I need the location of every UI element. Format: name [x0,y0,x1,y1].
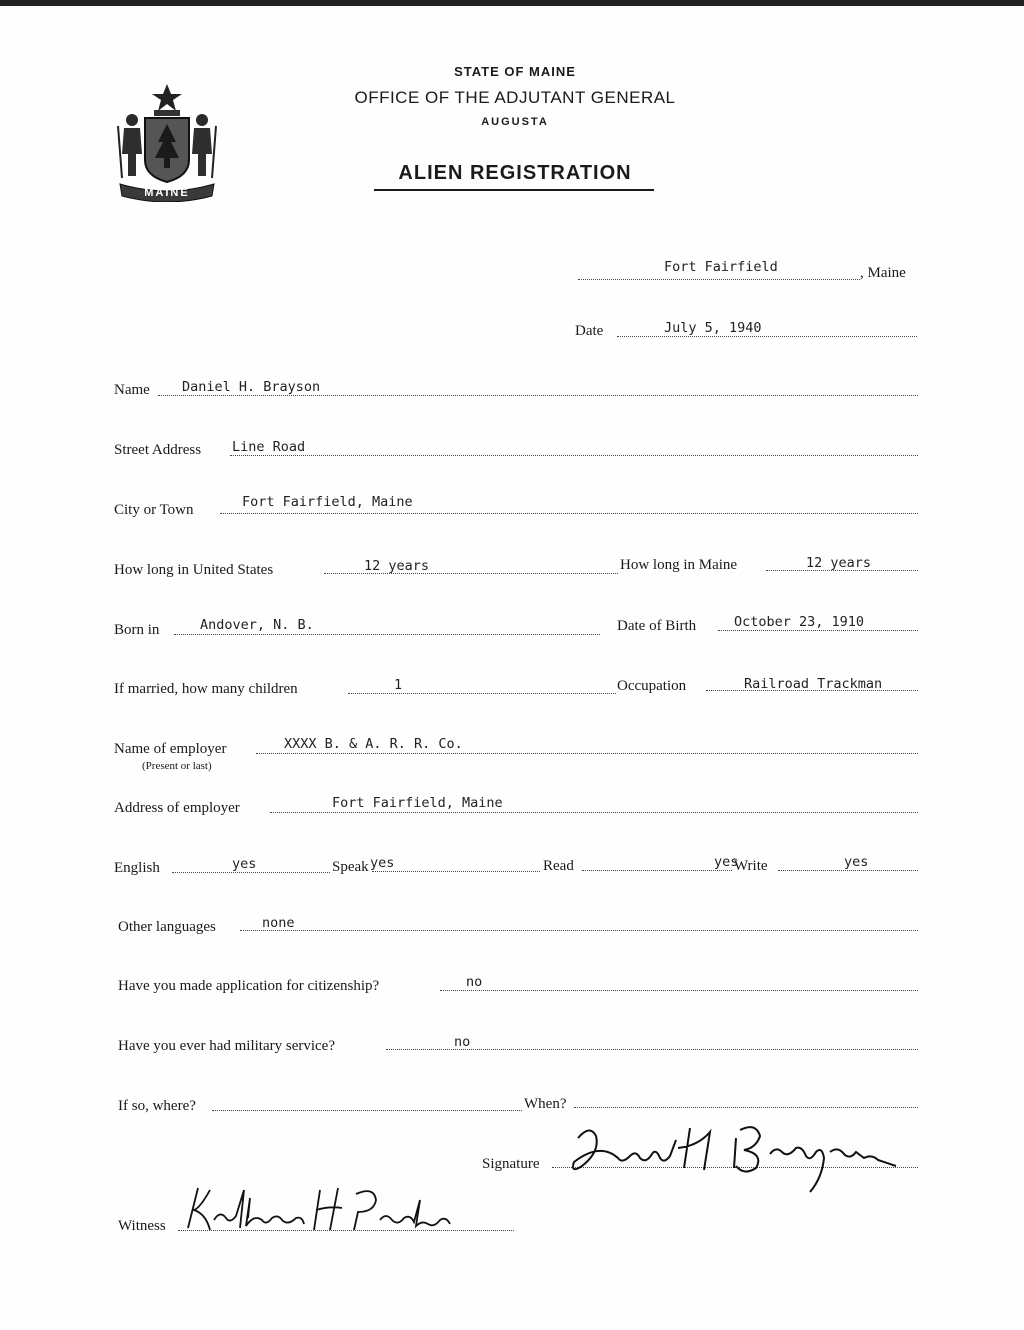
speak-line [372,871,540,872]
employer-line [256,753,918,754]
date-value: July 5, 1940 [664,320,762,336]
born-in-line [174,634,600,635]
speak-label: Speak [332,859,369,875]
title-underline [374,189,654,191]
us-duration-value: 12 years [364,558,430,574]
signature-label: Signature [482,1156,540,1172]
witness-label: Witness [118,1218,166,1234]
city-label: City or Town [114,502,194,518]
where-label: If so, where? [118,1098,196,1114]
city-line [220,513,918,514]
other-languages-value: none [262,915,295,931]
office-heading: OFFICE OF THE ADJUTANT GENERAL [354,88,676,107]
scan-edge [0,0,1024,6]
maine-duration-value: 12 years [806,555,872,571]
street-value: Line Road [232,439,306,455]
name-line [158,395,918,396]
read-line [582,870,732,871]
street-line [230,455,918,456]
citizenship-value: no [466,974,483,990]
english-label: English [114,860,160,876]
date-line [617,336,917,337]
occupation-label: Occupation [617,678,687,694]
citizenship-line [440,990,918,991]
when-line [574,1107,918,1108]
born-in-label: Born in [114,622,160,638]
street-label: Street Address [114,442,202,458]
date-label: Date [575,323,604,339]
witness-handwriting [170,1180,460,1240]
write-value: yes [844,854,869,870]
write-label: Write [734,858,768,874]
name-value: Daniel H. Brayson [182,379,321,395]
employer-value: XXXX B. & A. R. R. Co. [284,736,463,752]
children-line [348,693,616,694]
read-value: yes [714,854,739,870]
children-label: If married, how many children [114,681,298,697]
speak-value: yes [370,855,395,871]
english-line [172,872,330,873]
where-line [212,1110,522,1111]
place-line [578,279,860,280]
place-value: Fort Fairfield [664,259,778,275]
other-languages-line [240,930,918,931]
employer-sublabel: (Present or last) [142,760,212,772]
signature-handwriting [560,1118,910,1198]
occupation-value: Railroad Trackman [744,676,883,692]
place-suffix: , Maine [860,265,906,281]
when-label: When? [524,1096,567,1112]
employer-address-value: Fort Fairfield, Maine [332,795,503,811]
children-value: 1 [394,677,403,693]
city-value: Fort Fairfield, Maine [242,494,413,510]
us-duration-label: How long in United States [114,562,274,578]
military-value: no [454,1034,471,1050]
svg-text:MAINE: MAINE [144,187,190,199]
form-title: ALIEN REGISTRATION [398,162,632,184]
name-label: Name [114,382,150,398]
write-line [778,870,918,871]
dob-label: Date of Birth [617,618,697,634]
military-label: Have you ever had military service? [118,1038,335,1054]
english-value: yes [232,856,257,872]
other-languages-label: Other languages [118,919,216,935]
maine-duration-label: How long in Maine [620,557,738,573]
citizenship-label: Have you made application for citizenship? [118,978,380,994]
born-in-value: Andover, N. B. [200,617,314,633]
read-label: Read [543,858,574,874]
employer-label: Name of employer [114,741,227,757]
maine-state-seal-icon [112,80,222,202]
dob-line [718,630,918,631]
state-heading: STATE OF MAINE [454,64,576,79]
dob-value: October 23, 1910 [734,614,865,630]
employer-address-line [270,812,918,813]
city-heading: AUGUSTA [481,116,549,128]
employer-address-label: Address of employer [114,800,240,816]
